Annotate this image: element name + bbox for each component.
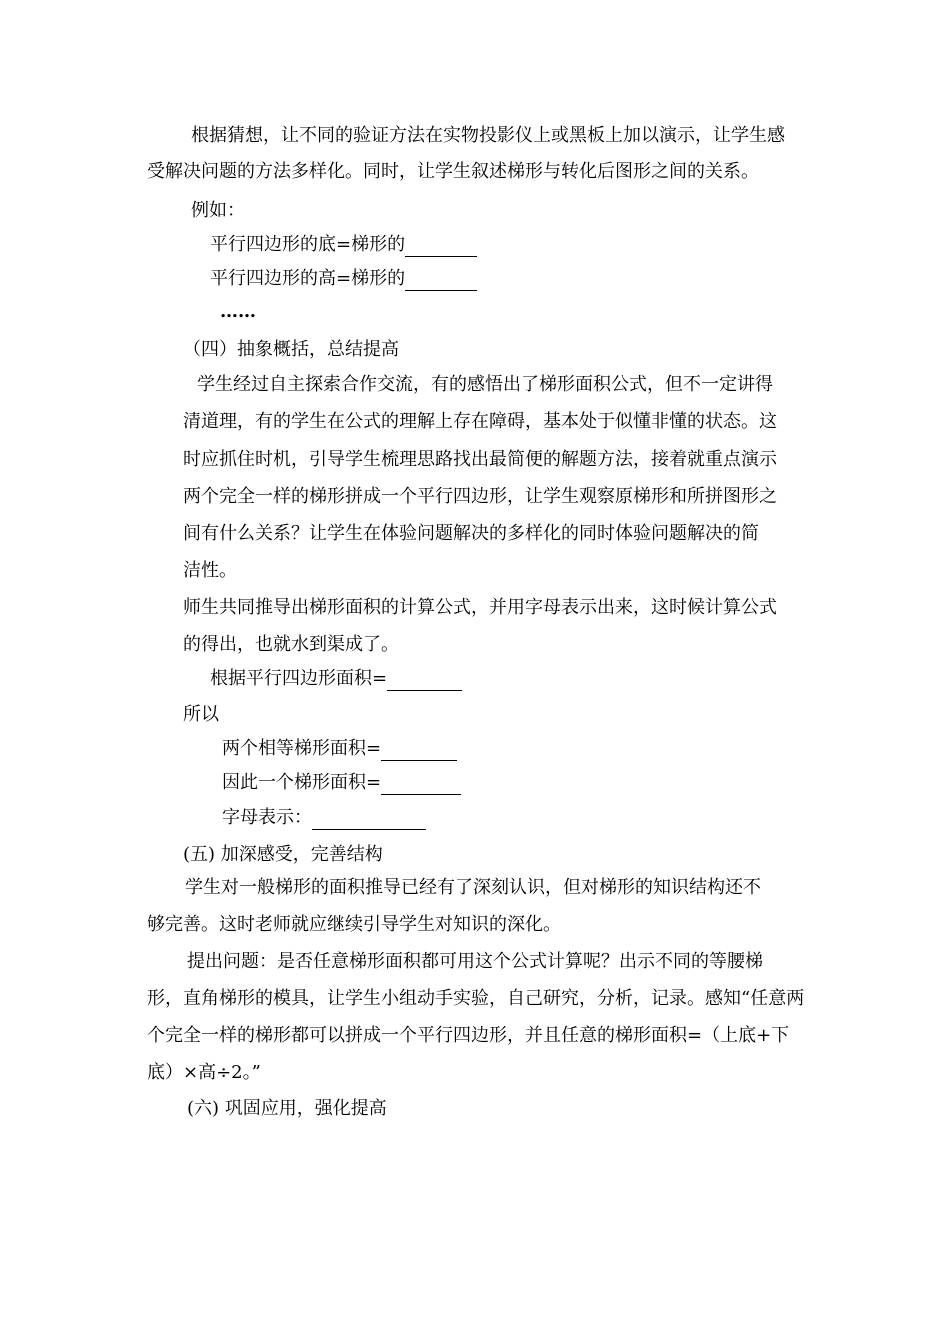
section-5-paragraph-2-line-3: 个完全一样的梯形都可以拼成一个平行四边形，并且任意的梯形面积=（上底+下: [147, 1025, 790, 1046]
section-4-paragraph-line: 间有什么关系？让学生在体验问题解决的多样化的同时体验问题解决的简: [183, 523, 759, 544]
derive-line-1: 师生共同推导出梯形面积的计算公式，并用字母表示出来，这时候计算公式: [183, 597, 777, 618]
section-4-paragraph-line: 两个完全一样的梯形拼成一个平行四边形，让学生观察原梯形和所拼图形之: [183, 486, 777, 507]
example-item-1: [210, 233, 477, 257]
section-4-paragraph-line: 时应抓住时机，引导学生梳理思路找出最简便的解题方法，接着就重点演示: [183, 449, 777, 470]
section-4-paragraph-line: 清道理，有的学生在公式的理解上存在障碍，基本处于似懂非懂的状态。这: [183, 411, 777, 432]
paragraph-1-line-1: 根据猜想，让不同的验证方法在实物投影仪上或黑板上加以演示，让学生感: [191, 125, 785, 146]
section-4-paragraph-line: 学生经过自主探索合作交流，有的感悟出了梯形面积公式，但不一定讲得: [197, 374, 773, 395]
formula-parallelogram-area: [210, 667, 462, 691]
answer-blank: [381, 740, 457, 761]
example-item-2-text: 平行四边形的高=梯形的: [210, 268, 406, 289]
example-item-1-text: 平行四边形的底=梯形的: [210, 234, 406, 255]
section-6-heading: (六) 巩固应用，强化提高: [187, 1098, 387, 1119]
section-4-paragraph-line: 洁性。: [183, 560, 237, 581]
formula-letters: [222, 806, 426, 830]
example-label: 例如：: [191, 200, 245, 221]
formula-two-trapezoids: [222, 737, 457, 761]
section-5-heading: (五) 加深感受，完善结构: [183, 844, 383, 865]
example-item-2: [210, 267, 477, 291]
formula-one-trapezoid-text: 因此一个梯形面积=: [222, 772, 382, 793]
answer-blank: [405, 270, 477, 291]
formula-two-trapezoids-text: 两个相等梯形面积=: [222, 738, 382, 759]
answer-blank: [387, 670, 462, 691]
section-5-paragraph-2-line-2: 形，直角梯形的模具，让学生小组动手实验，自己研究，分析，记录。感知“任意两: [147, 988, 805, 1009]
section-5-paragraph-1-line-1: 学生对一般梯形的面积推导已经有了深刻认识，但对梯形的知识结构还不: [185, 877, 761, 898]
answer-blank: [405, 236, 477, 257]
derive-line-2: 的得出，也就水到渠成了。: [183, 634, 399, 655]
example-ellipsis: ……: [220, 301, 256, 322]
section-5-paragraph-2-line-4: 底）×高÷2。”: [147, 1062, 261, 1083]
formula-parallelogram-area-text: 根据平行四边形面积=: [210, 668, 388, 689]
formula-one-trapezoid: [222, 771, 461, 795]
section-5-paragraph-2-line-1: 提出问题：是否任意梯形面积都可用这个公式计算呢？出示不同的等腰梯: [187, 951, 763, 972]
so-label: 所以: [183, 704, 219, 725]
section-4-heading: （四）抽象概括，总结提高: [183, 339, 399, 360]
section-5-paragraph-1-line-2: 够完善。这时老师就应继续引导学生对知识的深化。: [147, 914, 561, 935]
answer-blank: [312, 809, 426, 830]
answer-blank: [381, 774, 461, 795]
paragraph-1-line-2: 受解决问题的方法多样化。同时，让学生叙述梯形与转化后图形之间的关系。: [147, 161, 759, 182]
formula-letters-text: 字母表示：: [222, 807, 312, 828]
